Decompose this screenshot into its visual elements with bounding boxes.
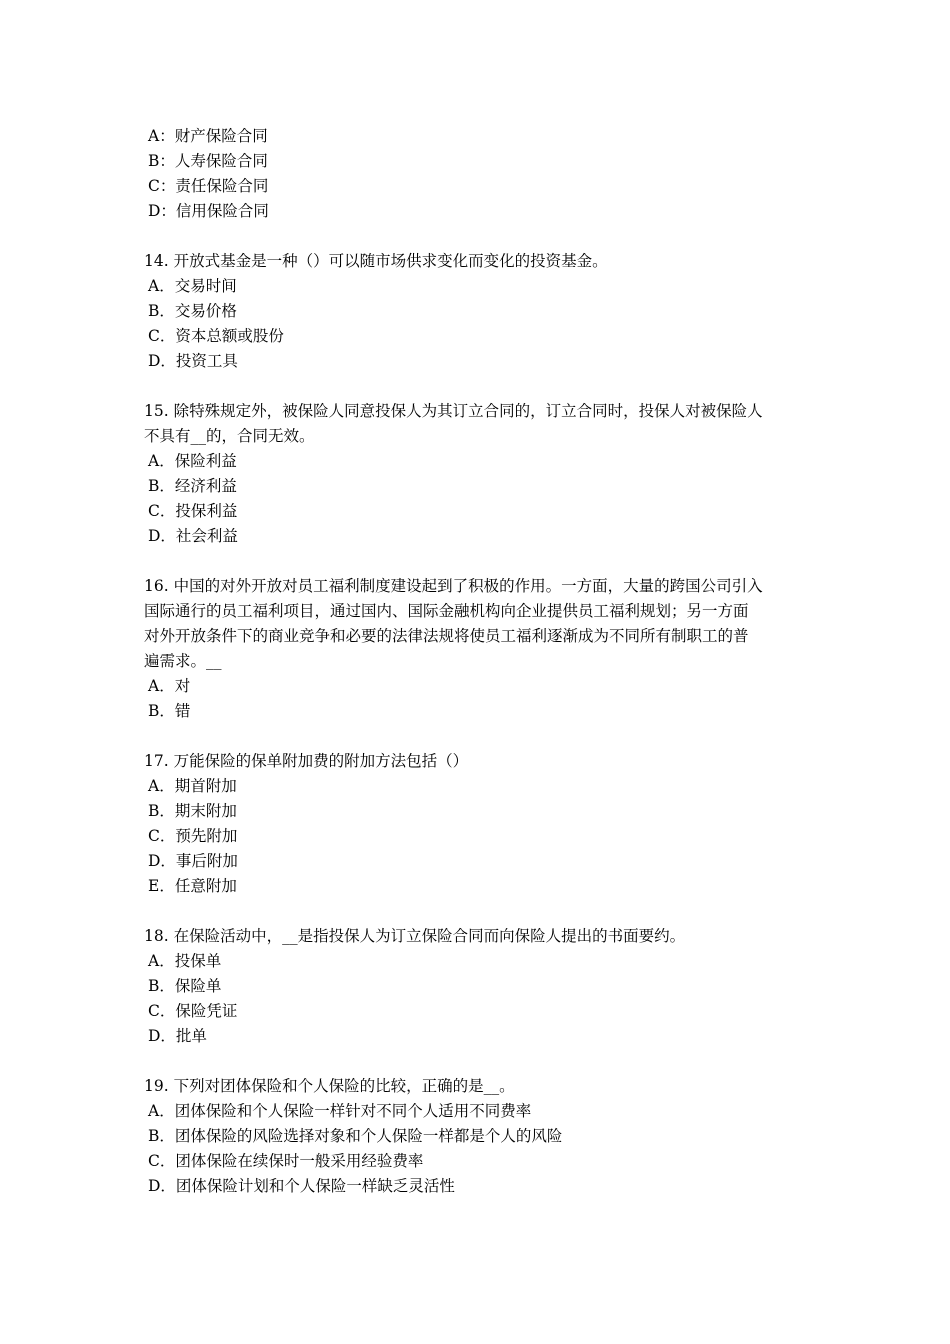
option-b: B：人寿保险合同 bbox=[148, 152, 268, 170]
option-b: B．交易价格 bbox=[148, 302, 237, 320]
question-17 bbox=[144, 749, 812, 899]
option-e: E．任意附加 bbox=[148, 877, 237, 895]
option-d: D：信用保险合同 bbox=[148, 202, 269, 220]
question-16 bbox=[144, 574, 812, 724]
option-a: A：财产保险合同 bbox=[148, 127, 268, 145]
option-c: C．保险凭证 bbox=[148, 1002, 238, 1020]
option-b: B．错 bbox=[148, 702, 191, 720]
option-c: C：责任保险合同 bbox=[148, 177, 269, 195]
question-stem-line-2: 国际通行的员工福利项目，通过国内、国际金融机构向企业提供员工福利规划；另一方面 bbox=[144, 602, 749, 620]
option-b: B．经济利益 bbox=[148, 477, 237, 495]
option-c: C．投保利益 bbox=[148, 502, 238, 520]
question-stem: 18. 在保险活动中，__是指投保人为订立保险合同而向保险人提出的书面要约。 bbox=[144, 927, 686, 945]
option-a: A．投保单 bbox=[148, 952, 222, 970]
question-stem: 14. 开放式基金是一种（）可以随市场供求变化而变化的投资基金。 bbox=[144, 252, 608, 270]
question-stem-line-1: 15. 除特殊规定外，被保险人同意投保人为其订立合同的，订立合同时，投保人对被保险人 bbox=[144, 402, 763, 420]
document-page bbox=[144, 124, 812, 1224]
question-stem-line-2: 不具有__的，合同无效。 bbox=[144, 427, 315, 445]
option-b: B．团体保险的风险选择对象和个人保险一样都是个人的风险 bbox=[148, 1127, 563, 1145]
option-d: D．投资工具 bbox=[148, 352, 238, 370]
option-a: A．保险利益 bbox=[148, 452, 237, 470]
question-18 bbox=[144, 924, 812, 1049]
question-stem: 17. 万能保险的保单附加费的附加方法包括（） bbox=[144, 752, 469, 770]
question-14 bbox=[144, 249, 812, 374]
option-d: D．事后附加 bbox=[148, 852, 238, 870]
option-b: B．期末附加 bbox=[148, 802, 237, 820]
question-13 bbox=[144, 124, 812, 224]
option-a: A．期首附加 bbox=[148, 777, 237, 795]
option-d: D．团体保险计划和个人保险一样缺乏灵活性 bbox=[148, 1177, 455, 1195]
option-d: D．批单 bbox=[148, 1027, 207, 1045]
question-stem: 19. 下列对团体保险和个人保险的比较，正确的是__。 bbox=[144, 1077, 515, 1095]
option-a: A．团体保险和个人保险一样针对不同个人适用不同费率 bbox=[148, 1102, 532, 1120]
question-stem-line-1: 16. 中国的对外开放对员工福利制度建设起到了积极的作用。一方面，大量的跨国公司引入 bbox=[144, 577, 763, 595]
question-stem-line-3: 对外开放条件下的商业竞争和必要的法律法规将使员工福利逐渐成为不同所有制职工的普 bbox=[144, 627, 749, 645]
question-15 bbox=[144, 399, 812, 549]
option-c: C．资本总额或股份 bbox=[148, 327, 284, 345]
question-19 bbox=[144, 1074, 812, 1199]
option-a: A．交易时间 bbox=[148, 277, 237, 295]
option-a: A．对 bbox=[148, 677, 191, 695]
option-c: C．预先附加 bbox=[148, 827, 238, 845]
option-b: B．保险单 bbox=[148, 977, 222, 995]
option-d: D．社会利益 bbox=[148, 527, 238, 545]
option-c: C．团体保险在续保时一般采用经验费率 bbox=[148, 1152, 424, 1170]
question-stem-line-4: 遍需求。__ bbox=[144, 652, 222, 670]
